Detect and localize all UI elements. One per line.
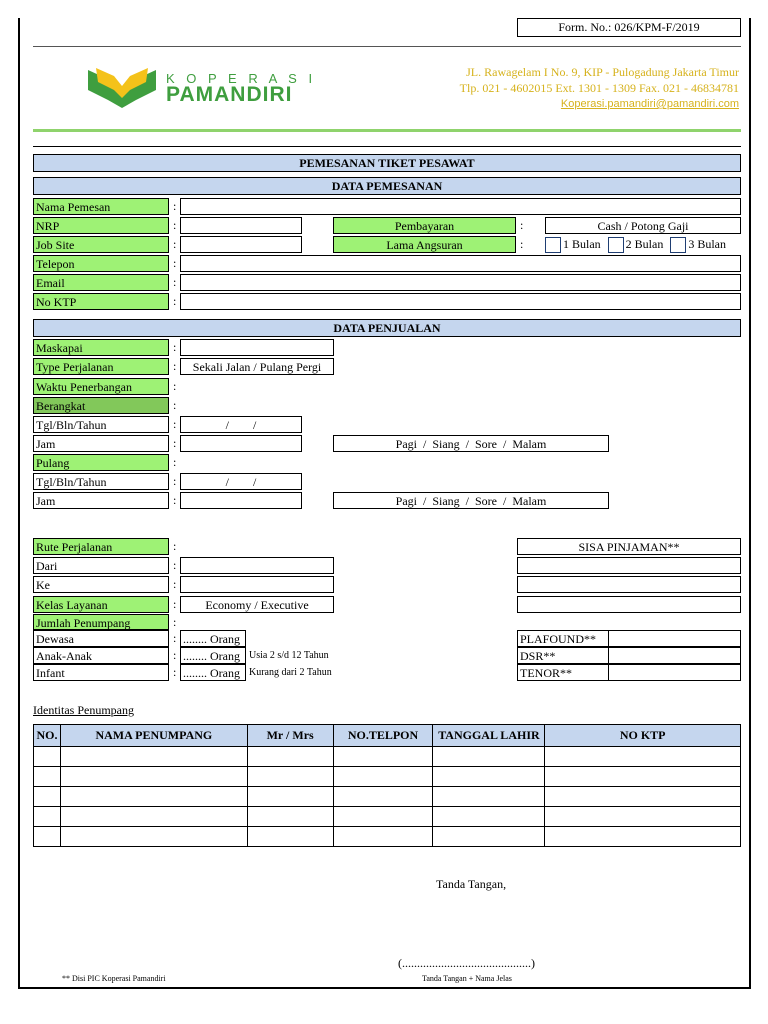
table-cell[interactable] (545, 767, 741, 787)
infant-age-note: Kurang dari 2 Tahun (249, 667, 332, 678)
header-email-link[interactable]: Koperasi.pamandiri@pamandiri.com (560, 98, 739, 110)
label-dsr: DSR** (517, 647, 609, 664)
table-cell[interactable] (545, 787, 741, 807)
table-row (34, 787, 741, 807)
dari-field[interactable] (180, 557, 334, 574)
colon: : (520, 218, 524, 232)
table-cell[interactable] (333, 807, 433, 827)
table-cell[interactable] (247, 807, 333, 827)
table-cell[interactable] (247, 767, 333, 787)
sisa-pinjaman-row-2[interactable] (517, 576, 741, 593)
type-perjalanan-select[interactable]: Sekali Jalan / Pulang Pergi (180, 358, 334, 375)
tgl-berangkat-field[interactable]: / / (180, 416, 302, 433)
table-row (34, 827, 741, 847)
pamandiri-logo (86, 64, 158, 110)
label-tgl-berangkat: Tgl/Bln/Tahun (33, 416, 169, 433)
table-row (34, 807, 741, 827)
label-infant: Infant (33, 664, 169, 681)
label-kelas-layanan: Kelas Layanan (33, 596, 169, 613)
colon: : (173, 199, 177, 213)
option-2-bulan: 2 Bulan (625, 237, 664, 251)
table-cell[interactable] (433, 747, 545, 767)
ke-field[interactable] (180, 576, 334, 593)
identitas-penumpang-title: Identitas Penumpang (33, 703, 134, 717)
label-jam-pulang: Jam (33, 492, 169, 509)
sisa-pinjaman-header: SISA PINJAMAN** (517, 538, 741, 555)
label-berangkat: Berangkat (33, 397, 169, 414)
colon: : (173, 597, 177, 611)
colon: : (173, 379, 177, 393)
col-mr-mrs: Mr / Mrs (247, 725, 333, 747)
checkbox-3-bulan[interactable] (670, 237, 686, 253)
table-cell[interactable] (545, 747, 741, 767)
col-tanggal-lahir: TANGGAL LAHIR (433, 725, 545, 747)
form-number: Form. No.: 026/KPM-F/2019 (517, 18, 741, 37)
colon: : (173, 417, 177, 431)
label-job-site: Job Site (33, 236, 169, 253)
dewasa-count-field[interactable]: ........ Orang (180, 630, 246, 647)
col-no: NO. (34, 725, 61, 747)
job-site-field[interactable] (180, 236, 302, 253)
nama-pemesan-field[interactable] (180, 198, 741, 215)
label-pembayaran: Pembayaran (333, 217, 516, 234)
passenger-table-header (34, 725, 741, 747)
colon: : (520, 237, 524, 251)
label-no-ktp: No KTP (33, 293, 169, 310)
colon: : (173, 340, 177, 354)
table-cell[interactable] (60, 787, 247, 807)
label-anak-anak: Anak-Anak (33, 647, 169, 664)
signature-line[interactable]: (...........................................) (398, 956, 535, 970)
table-cell[interactable] (60, 827, 247, 847)
section-data-pemesanan: DATA PEMESANAN (33, 177, 741, 195)
colon: : (173, 436, 177, 450)
logo-mark-icon (86, 64, 158, 110)
label-dewasa: Dewasa (33, 630, 169, 647)
dsr-field[interactable] (608, 647, 741, 664)
pic-note: ** Disi PIC Koperasi Pamandiri (62, 974, 166, 983)
jam-berangkat-period-select[interactable]: Pagi / Siang / Sore / Malam (333, 435, 609, 452)
label-telepon: Telepon (33, 255, 169, 272)
label-jumlah-penumpang: Jumlah Penumpang (33, 614, 169, 630)
table-cell[interactable] (545, 807, 741, 827)
colon: : (173, 558, 177, 572)
colon: : (173, 256, 177, 270)
table-cell[interactable] (60, 747, 247, 767)
table-cell[interactable] (34, 747, 61, 767)
option-3-bulan: 3 Bulan (688, 237, 727, 251)
label-dari: Dari (33, 557, 169, 574)
colon: : (173, 275, 177, 289)
table-cell[interactable] (433, 767, 545, 787)
table-cell[interactable] (247, 747, 333, 767)
signature-caption: Tanda Tangan + Nama Jelas (422, 974, 512, 983)
col-no-ktp: NO KTP (545, 725, 741, 747)
anak-age-note: Usia 2 s/d 12 Tahun (249, 650, 329, 661)
label-ke: Ke (33, 576, 169, 593)
header-top-rule (33, 46, 741, 47)
table-cell[interactable] (433, 787, 545, 807)
label-jam-berangkat: Jam (33, 435, 169, 452)
colon: : (173, 218, 177, 232)
label-pulang: Pulang (33, 454, 169, 471)
label-waktu-penerbangan: Waktu Penerbangan (33, 378, 169, 395)
colon: : (173, 648, 177, 662)
colon: : (173, 539, 177, 553)
label-plafound: PLAFOUND** (517, 630, 609, 647)
sisa-pinjaman-row-3[interactable] (517, 596, 741, 613)
header-phone: Tlp. 021 - 4602015 Ext. 1301 - 1309 Fax. 021 - 46834781 (459, 81, 739, 95)
jam-pulang-period-select[interactable]: Pagi / Siang / Sore / Malam (333, 492, 609, 509)
table-cell[interactable] (333, 767, 433, 787)
colon: : (173, 237, 177, 251)
colon: : (173, 455, 177, 469)
title-top-rule (33, 146, 741, 147)
colon: : (173, 665, 177, 679)
colon: : (173, 398, 177, 412)
label-tenor: TENOR** (517, 664, 609, 681)
maskapai-field[interactable] (180, 339, 334, 356)
table-cell[interactable] (433, 807, 545, 827)
table-row (34, 747, 741, 767)
section-data-penjualan: DATA PENJUALAN (33, 319, 741, 337)
kelas-layanan-select[interactable]: Economy / Executive (180, 596, 334, 613)
passenger-table (33, 724, 741, 847)
header-green-rule (33, 129, 741, 132)
telepon-field[interactable] (180, 255, 741, 272)
table-cell[interactable] (34, 787, 61, 807)
table-cell[interactable] (545, 827, 741, 847)
table-cell[interactable] (60, 807, 247, 827)
pembayaran-select[interactable]: Cash / Potong Gaji (545, 217, 741, 234)
lama-angsuran-options (545, 236, 741, 253)
col-no-telpon: NO.TELPON (333, 725, 433, 747)
colon: : (173, 577, 177, 591)
label-tgl-pulang: Tgl/Bln/Tahun (33, 473, 169, 490)
nrp-field[interactable] (180, 217, 302, 234)
colon: : (173, 294, 177, 308)
table-cell[interactable] (247, 787, 333, 807)
col-nama-penumpang: NAMA PENUMPANG (60, 725, 247, 747)
brand-name: PAMANDIRI (166, 83, 293, 106)
label-type-perjalanan: Type Perjalanan (33, 358, 169, 375)
colon: : (173, 493, 177, 507)
form-title: PEMESANAN TIKET PESAWAT (33, 154, 741, 172)
plafound-field[interactable] (608, 630, 741, 647)
anak-count-field[interactable]: ........ Orang (180, 647, 246, 664)
label-nrp: NRP (33, 217, 169, 234)
colon: : (173, 474, 177, 488)
infant-count-field[interactable]: ........ Orang (180, 664, 246, 681)
table-cell[interactable] (247, 827, 333, 847)
jam-pulang-field[interactable] (180, 492, 302, 509)
header-address: JL. Rawagelam I No. 9, KIP - Pulogadung Jakarta Timur (466, 65, 739, 79)
jam-berangkat-field[interactable] (180, 435, 302, 452)
label-nama-pemesan: Nama Pemesan (33, 198, 169, 215)
table-cell[interactable] (333, 747, 433, 767)
no-ktp-field[interactable] (180, 293, 741, 310)
colon: : (173, 615, 177, 629)
colon: : (173, 359, 177, 373)
label-email: Email (33, 274, 169, 291)
table-cell[interactable] (34, 767, 61, 787)
tenor-field[interactable] (608, 664, 741, 681)
checkbox-2-bulan[interactable] (608, 237, 624, 253)
table-cell[interactable] (433, 827, 545, 847)
table-cell[interactable] (34, 827, 61, 847)
table-cell[interactable] (60, 767, 247, 787)
checkbox-1-bulan[interactable] (545, 237, 561, 253)
label-maskapai: Maskapai (33, 339, 169, 356)
label-rute-perjalanan: Rute Perjalanan (33, 538, 169, 555)
table-cell[interactable] (333, 787, 433, 807)
colon: : (173, 631, 177, 645)
table-cell[interactable] (333, 827, 433, 847)
sisa-pinjaman-row-1[interactable] (517, 557, 741, 574)
table-cell[interactable] (34, 807, 61, 827)
email-field[interactable] (180, 274, 741, 291)
brand-top: K O P E R A S I (166, 71, 317, 86)
label-lama-angsuran: Lama Angsuran (333, 236, 516, 253)
table-row (34, 767, 741, 787)
tanda-tangan-label: Tanda Tangan, (436, 877, 507, 891)
option-1-bulan: 1 Bulan (563, 237, 601, 251)
tgl-pulang-field[interactable]: / / (180, 473, 302, 490)
